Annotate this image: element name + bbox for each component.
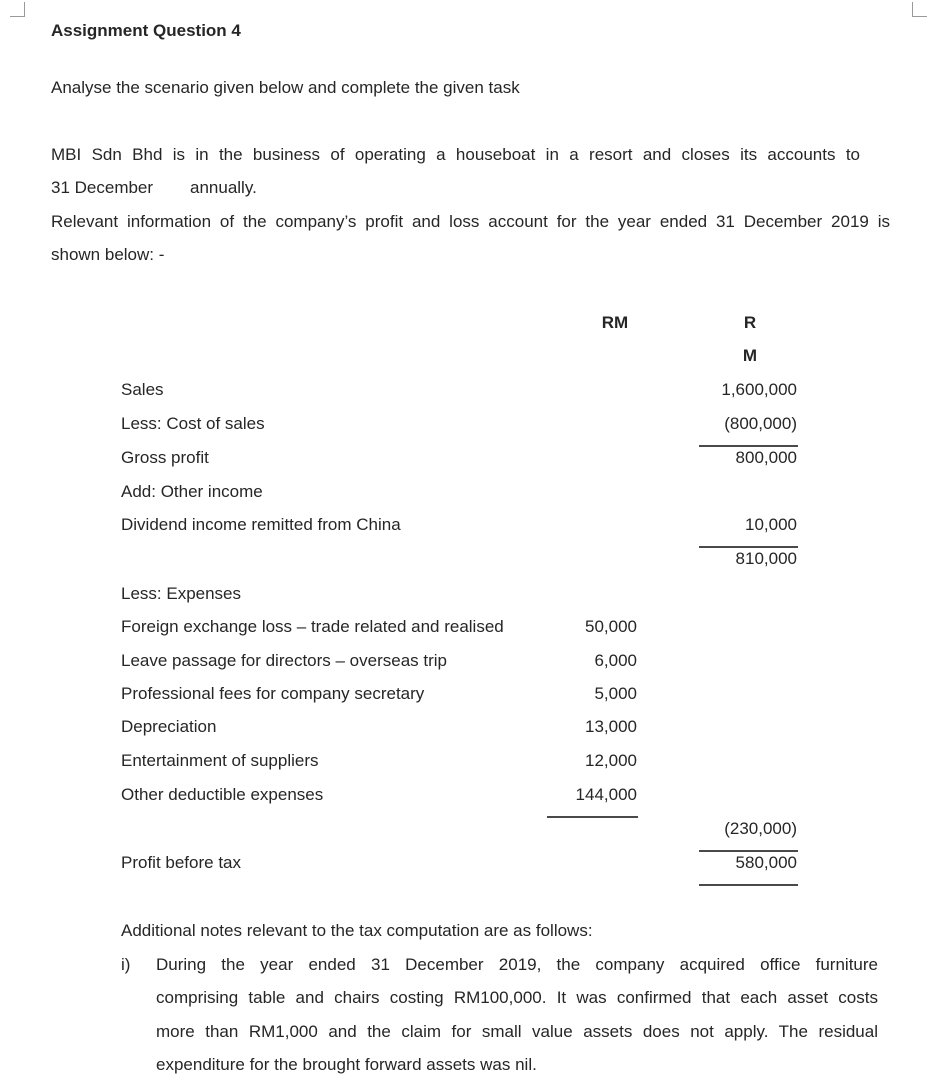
expense-amount: 6,000: [594, 651, 637, 670]
other-income-heading: Add: Other income: [121, 482, 263, 501]
note-marker: i): [121, 955, 131, 974]
note-line: comprising table and chairs costing RM100,000. It was confirmed that each asset costs: [156, 988, 878, 1007]
sales-amount: 1,600,000: [721, 380, 797, 399]
expense-amount: 13,000: [585, 717, 637, 736]
expense-label: Leave passage for directors – overseas trip: [121, 651, 448, 670]
expense-amount: 50,000: [585, 617, 637, 636]
instruction-text: Analyse the scenario given below and complete the given task: [51, 78, 520, 97]
profit-before-tax-underline: [699, 884, 798, 886]
scenario-line-4: shown below: -: [51, 245, 165, 264]
scenario-line-1: MBI Sdn Bhd is in the business of operating a houseboat in a resort and closes its accounts to: [51, 145, 860, 164]
column-header-rm-2-part-2: M: [742, 346, 758, 365]
total-expenses-underline: [699, 850, 798, 852]
expense-amount: 144,000: [575, 785, 637, 804]
sales-label: Sales: [121, 380, 164, 399]
dividend-income-label: Dividend income remitted from China: [121, 515, 401, 534]
profit-before-tax-amount: 580,000: [735, 853, 797, 872]
cost-of-sales-underline: [699, 445, 798, 447]
gross-profit-amount: 800,000: [735, 448, 797, 467]
expense-label: Entertainment of suppliers: [121, 751, 319, 770]
dividend-income-amount: 10,000: [745, 515, 797, 534]
cost-of-sales-label: Less: Cost of sales: [121, 414, 265, 433]
expense-label: Other deductible expenses: [121, 785, 324, 804]
column-header-rm-2-part-1: R: [743, 313, 757, 332]
scenario-line-2-annually: annually.: [190, 178, 257, 197]
expense-amount: 12,000: [585, 751, 637, 770]
column-header-rm: RM: [601, 313, 629, 332]
note-line: During the year ended 31 December 2019, the company acquired office furniture: [156, 955, 878, 974]
profit-before-tax-label: Profit before tax: [121, 853, 242, 872]
note-line: more than RM1,000 and the claim for small value assets does not apply. The residual: [156, 1022, 878, 1041]
notes-intro: Additional notes relevant to the tax computation are as follows:: [121, 921, 593, 940]
gross-profit-label: Gross profit: [121, 448, 209, 467]
expenses-underline: [547, 816, 638, 818]
expense-label: Depreciation: [121, 717, 217, 736]
subtotal-amount: 810,000: [735, 549, 797, 568]
page-corner-mark-left: [10, 2, 25, 17]
expense-amount: 5,000: [594, 684, 637, 703]
scenario-line-2-date: 31 December: [51, 178, 154, 197]
expense-label: Professional fees for company secretary: [121, 684, 425, 703]
note-line: expenditure for the brought forward assets was nil.: [156, 1055, 537, 1074]
assignment-heading: Assignment Question 4: [51, 21, 241, 40]
expense-label: Foreign exchange loss – trade related and realised: [121, 617, 504, 636]
cost-of-sales-amount: (800,000): [724, 414, 797, 433]
page-corner-mark-right: [912, 2, 927, 17]
expenses-heading: Less: Expenses: [121, 584, 242, 603]
total-expenses-amount: (230,000): [724, 819, 797, 838]
dividend-underline: [699, 546, 798, 548]
scenario-line-3: Relevant information of the company’s profit and loss account for the year ended 31 December 2019 is: [51, 212, 890, 231]
